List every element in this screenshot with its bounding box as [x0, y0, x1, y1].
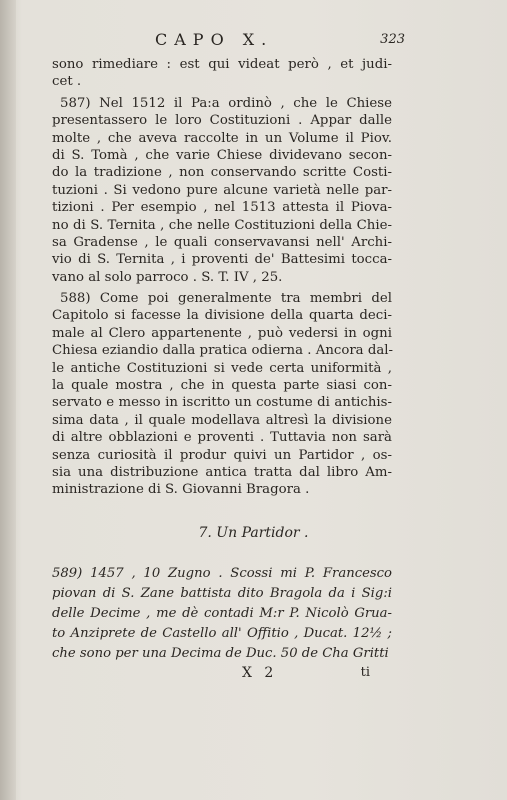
text-line: di altre obblazioni e proventi . Tuttavia non sarà [52, 430, 392, 446]
page-number: 323 [380, 32, 405, 47]
text-line: tuzioni . Si vedono pure alcune varietà nelle par- [52, 182, 392, 198]
extract-line: 589) 1457 , 10 Zugno . Scossi mi P. Francesco [52, 566, 392, 581]
catchword: ti [360, 665, 370, 680]
text-line: 587) Nel 1512 il Pa:a ordinò , che le Chiese [60, 95, 392, 111]
text-line: presentassero le loro Costituzioni . Appar dalle [52, 113, 392, 129]
document-extract [52, 564, 392, 664]
text-line: senza curiosità il produr quivi un Partidor , os- [52, 447, 392, 463]
text-line: cet . [52, 74, 82, 90]
text-line: 588) Come poi generalmente tra membri del [60, 291, 392, 307]
extract-line: che sono per una Decima de Duc. 50 de Cha Gritti [52, 646, 389, 661]
text-line: vio di S. Ternita , i proventi de' Battesimi tocca- [52, 252, 392, 268]
text-line: no di S. Ternita , che nelle Costituzioni della Chie- [52, 217, 392, 233]
text-line: Chiesa eziandio dalla pratica odierna . Ancora dal- [52, 343, 394, 359]
signature-mark: X 2 [242, 665, 278, 681]
extract-line: piovan di S. Zane battista dito Bragola da i Sig:i [52, 586, 392, 601]
text-line: ministrazione di S. Giovanni Bragora . [52, 482, 310, 498]
text-line: di S. Tomà , che varie Chiese dividevano secon- [52, 147, 392, 163]
extract-line: to Anziprete de Castello all' Offitio , Ducat. 12½ ; [52, 626, 392, 641]
text-line: Capitolo si facesse la divisione della quarta deci- [52, 308, 392, 324]
extract-line: delle Decime , me dè contadi M:r P. Nicolò Grua- [52, 606, 392, 621]
text-line: vano al solo parroco . S. T. IV , 25. [52, 269, 283, 285]
text-line: male al Clero appartenente , può vedersi in ogni [52, 325, 392, 341]
page-footer [52, 665, 370, 683]
text-line: sono rimediare : est qui videat però , et judi- [52, 57, 392, 72]
page-header [155, 30, 405, 50]
text-line: sia una distribuzione antica tratta dal libro Am- [52, 464, 392, 480]
text-line: le antiche Costituzioni si vede certa uniformità , [52, 360, 392, 376]
text-line: servato e messo in iscritto un costume di antichis- [52, 395, 392, 411]
section-heading: 7. Un Partidor . [198, 525, 309, 541]
text-line: la quale mostra , che in questa parte siasi con- [52, 378, 392, 394]
text-line: do la tradizione , non conservando scritte Costi- [52, 165, 392, 181]
body-text [52, 56, 392, 499]
text-line: sima data , il quale modellava altresì la divisione [52, 412, 392, 428]
text-line: molte , che aveva raccolte in un Volume il Piov. [52, 130, 392, 146]
text-line: sa Gradense , le quali conservavansi nell' Archi- [52, 234, 392, 250]
text-line: tizioni . Per esempio , nel 1513 attesta il Piova- [52, 200, 392, 216]
page-gutter [0, 0, 16, 800]
running-head: CAPO X. [155, 30, 274, 49]
